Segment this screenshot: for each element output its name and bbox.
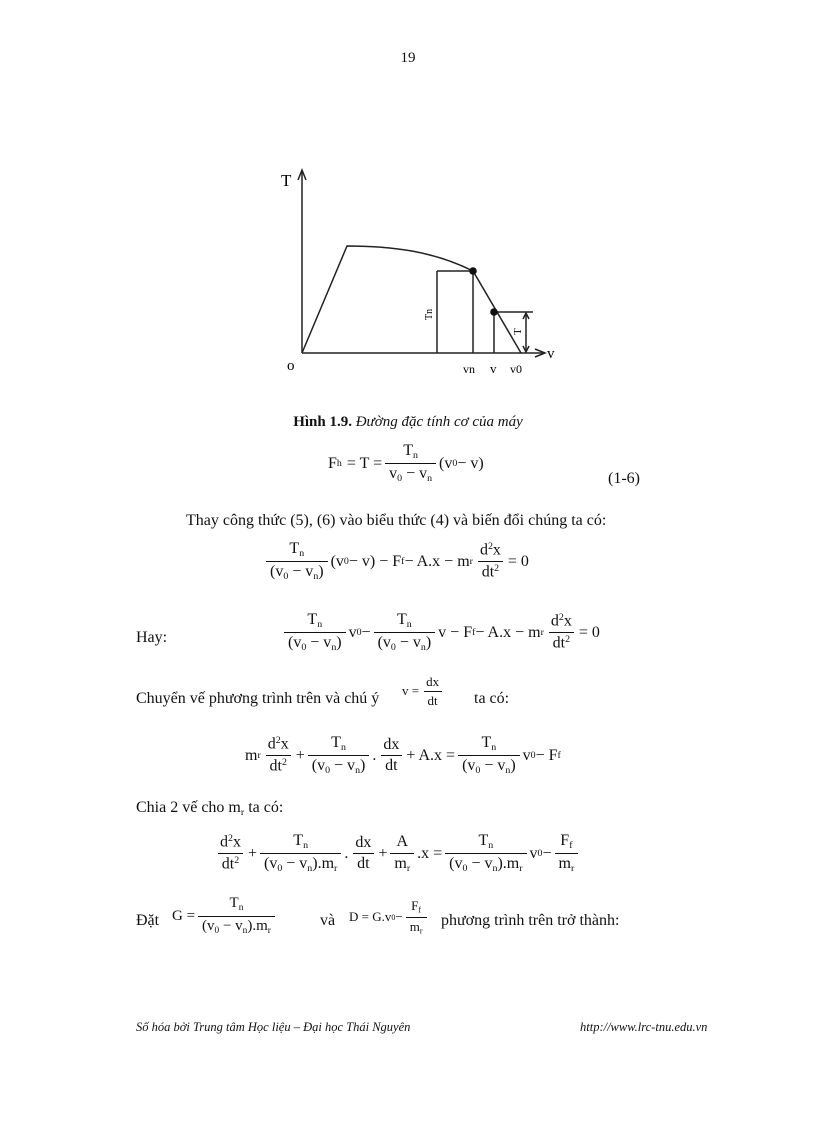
origin-label: o [287, 358, 295, 374]
chuyen-text: Chuyển vế phương trình trên và chú ý [136, 690, 380, 707]
equation-1-6: F h = T = $\frac{T_n}{v_0 - v_n}$ (v 0 − v) [328, 442, 484, 485]
footer-left: Số hóa bởi Trung tâm Học liệu – Đại học Thái Nguyên [136, 1020, 411, 1034]
tn-label: Tn [424, 308, 435, 320]
chuyen-post-text: ta có: [474, 690, 510, 707]
vn-label: vn [463, 362, 475, 376]
final-text: phương trình trên trở thành: [441, 912, 620, 929]
paragraph-line-1: Thay công thức (5), (6) vào biểu thức (4) và biến đổi chúng ta có: [186, 512, 607, 529]
caption-number: Hình 1.9. [293, 414, 352, 430]
v0-label: v0 [510, 362, 522, 376]
y-axis-label: T [281, 171, 292, 190]
va-text: và [320, 912, 336, 929]
chia-post: ta có: [244, 799, 284, 816]
page-number: 19 [400, 50, 416, 66]
g-definition: G = $\frac{T_n}{(v_0 - v_n).m_r}$ [172, 896, 278, 936]
t-label: T [512, 328, 524, 335]
paragraph-chuyen [136, 690, 379, 708]
equation-number: (1-6) [608, 470, 640, 487]
equation-5: $\frac{d^2x}{dt^2}$ + $\frac{T_n}{(v_0 - v_n).m_r}$ . $\frac{dx}{dt}$ + $\frac{A}{m_r}$ .x = $\frac{T_n}{(v_0 - v_n).m_r}$ v 0 − $\frac{F_f}{m_r}$ [213, 833, 581, 875]
chia-sub: r [240, 806, 245, 818]
paragraph-chia [136, 799, 283, 818]
footer-url[interactable]: http://www.lrc-tnu.edu.vn [580, 1020, 708, 1034]
dat-label: Đặt [136, 912, 160, 929]
inline-v-definition: v = $\frac{dx}{dt}$ [402, 675, 446, 707]
equation-2: $\frac{T_n}{(v_0 - v_n)}$ (v 0 − v) − F f − A.x − m r $\frac{d^2x}{dt^2}$ = 0 [263, 541, 529, 583]
equation-3: $\frac{T_n}{(v_0 - v_n)}$ v 0 − $\frac{T_n}{(v_0 - v_n)}$ v − F f − A.x − m r $\frac{d^2x}{dt^2}$ = 0 [281, 612, 600, 654]
equation-4: m r $\frac{d^2x}{dt^2}$ + $\frac{T_n}{(v_0 - v_n)}$ . $\frac{dx}{dt}$ + A.x = $\frac{T_n}{(v_0 - v_n)}$ v 0 − F f [245, 734, 561, 777]
mechanical-characteristic-figure [275, 160, 575, 385]
d-definition: D = G.v 0 − $\frac{F_f}{m_r}$ [349, 899, 430, 936]
hay-label: Hay: [136, 629, 168, 646]
figure-caption [0, 414, 816, 431]
x-axis-label: v [547, 346, 555, 362]
v-label: v [490, 361, 497, 376]
chia-text: Chia 2 vế cho m [136, 799, 241, 816]
caption-text: Đường đặc tính cơ của máy [355, 414, 523, 430]
